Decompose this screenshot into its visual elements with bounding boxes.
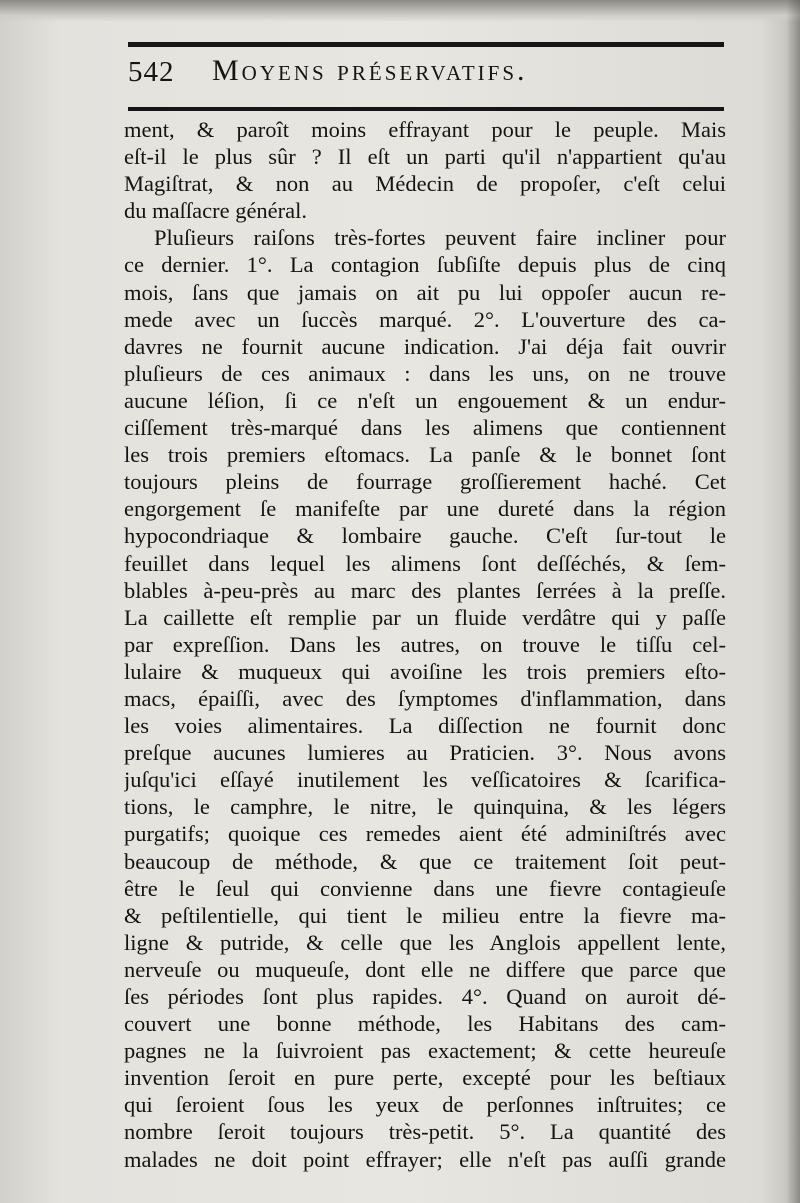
text-line: preſque aucunes lumieres au Praticien. 3°. Nous avons bbox=[124, 740, 726, 766]
text-line: eſt-il le plus sûr ? Il eſt un parti qu'il n'appartient qu'au bbox=[124, 144, 726, 170]
paragraph-start-line: Pluſieurs raiſons très-fortes peuvent faire incliner pour bbox=[154, 225, 726, 251]
text-line: pluſieurs de ces animaux : dans les uns, on ne trouve bbox=[124, 360, 726, 386]
page-number: 542 bbox=[128, 56, 175, 88]
body-text bbox=[124, 116, 726, 1173]
text-line: par expreſſion. Dans les autres, on trouve le tiſſu cel- bbox=[124, 631, 726, 657]
text-line: beaucoup de méthode, & que ce traitement ſoit peut- bbox=[124, 848, 726, 874]
text-line: Magiſtrat, & non au Médecin de propoſer, c'eſt celui bbox=[124, 171, 726, 197]
text-line: ce dernier. 1°. La contagion ſubſiſte depuis plus de cinq bbox=[124, 252, 726, 278]
text-line: juſqu'ici eſſayé inutilement les veſſicatoires & ſcarifica- bbox=[124, 767, 726, 793]
text-line: tions, le camphre, le nitre, le quinquina, & les légers bbox=[124, 794, 726, 820]
text-line: les voies alimentaires. La diſſection ne fournit donc bbox=[124, 713, 726, 739]
text-line: ligne & putride, & celle que les Anglois appellent lente, bbox=[124, 929, 726, 955]
text-line: hypocondriaque & lombaire gauche. C'eſt ſur-tout le bbox=[124, 523, 726, 549]
text-line: mede avec un ſuccès marqué. 2°. L'ouverture des ca- bbox=[124, 306, 726, 332]
page-top-shadow bbox=[0, 0, 800, 22]
text-line: ment, & paroît moins effrayant pour le peuple. Mais bbox=[124, 117, 726, 142]
paragraph-end-line: du maſſacre général. bbox=[124, 198, 308, 224]
header-bottom-rule bbox=[128, 107, 724, 111]
text-line: pagnes ne la ſuivroient pas exactement; & cette heureuſe bbox=[124, 1038, 726, 1064]
text-line: & peſtilentielle, qui tient le milieu entre la fievre ma- bbox=[124, 902, 726, 928]
text-line: lulaire & muqueux qui avoiſine les trois premiers eſto- bbox=[124, 658, 726, 684]
text-line: feuillet dans lequel les alimens ſont deſſéchés, & ſem- bbox=[124, 550, 726, 576]
text-line: qui ſeroient ſous les yeux de perſonnes inſtruites; ce bbox=[124, 1092, 726, 1118]
text-line: couvert une bonne méthode, les Habitans des cam- bbox=[124, 1011, 726, 1037]
text-line: invention ſeroit en pure perte, excepté pour les beſtiaux bbox=[124, 1065, 726, 1091]
text-line: nerveuſe ou muqueuſe, dont elle ne differe que parce que bbox=[124, 956, 726, 982]
text-line: macs, épaiſſi, avec des ſymptomes d'inflammation, dans bbox=[124, 685, 726, 711]
text-line: malades ne doit point effrayer; elle n'eſt pas auſſi grande bbox=[124, 1146, 726, 1172]
text-line: davres ne fournit aucune indication. J'ai déja fait ouvrir bbox=[124, 333, 726, 359]
text-line: toujours pleins de fourrage groſſierement haché. Cet bbox=[124, 469, 726, 495]
text-line: aucune léſion, ſi ce n'eſt un engouement & un endur- bbox=[124, 387, 726, 413]
text-line: les trois premiers eſtomacs. La panſe & le bonnet ſont bbox=[124, 442, 726, 468]
text-line: blables à-peu-près au marc des plantes ſerrées à la preſſe. bbox=[124, 577, 726, 603]
header-top-rule bbox=[128, 42, 724, 47]
text-line: purgatifs; quoique ces remedes aient été adminiſtrés avec bbox=[124, 821, 726, 847]
text-line: être le ſeul qui convienne dans une fievre contagieuſe bbox=[124, 875, 726, 901]
text-line: ſes périodes ſont plus rapides. 4°. Quand on auroit dé- bbox=[124, 984, 726, 1009]
text-line: engorgement ſe manifeſte par une dureté dans la région bbox=[124, 496, 726, 522]
page-gutter-shadow bbox=[786, 0, 800, 1203]
page-header bbox=[128, 50, 724, 102]
running-title: Moyens préservatifs. bbox=[212, 54, 528, 87]
text-line: nombre ſeroit toujours très-petit. 5°. La quantité des bbox=[124, 1119, 726, 1145]
text-line: ciſſement très-marqué dans les alimens que contiennent bbox=[124, 415, 726, 441]
text-line: mois, ſans que jamais on ait pu lui oppoſer aucun re- bbox=[124, 279, 726, 305]
text-line: La caillette eſt remplie par un fluide verdâtre qui y paſſe bbox=[124, 604, 726, 630]
